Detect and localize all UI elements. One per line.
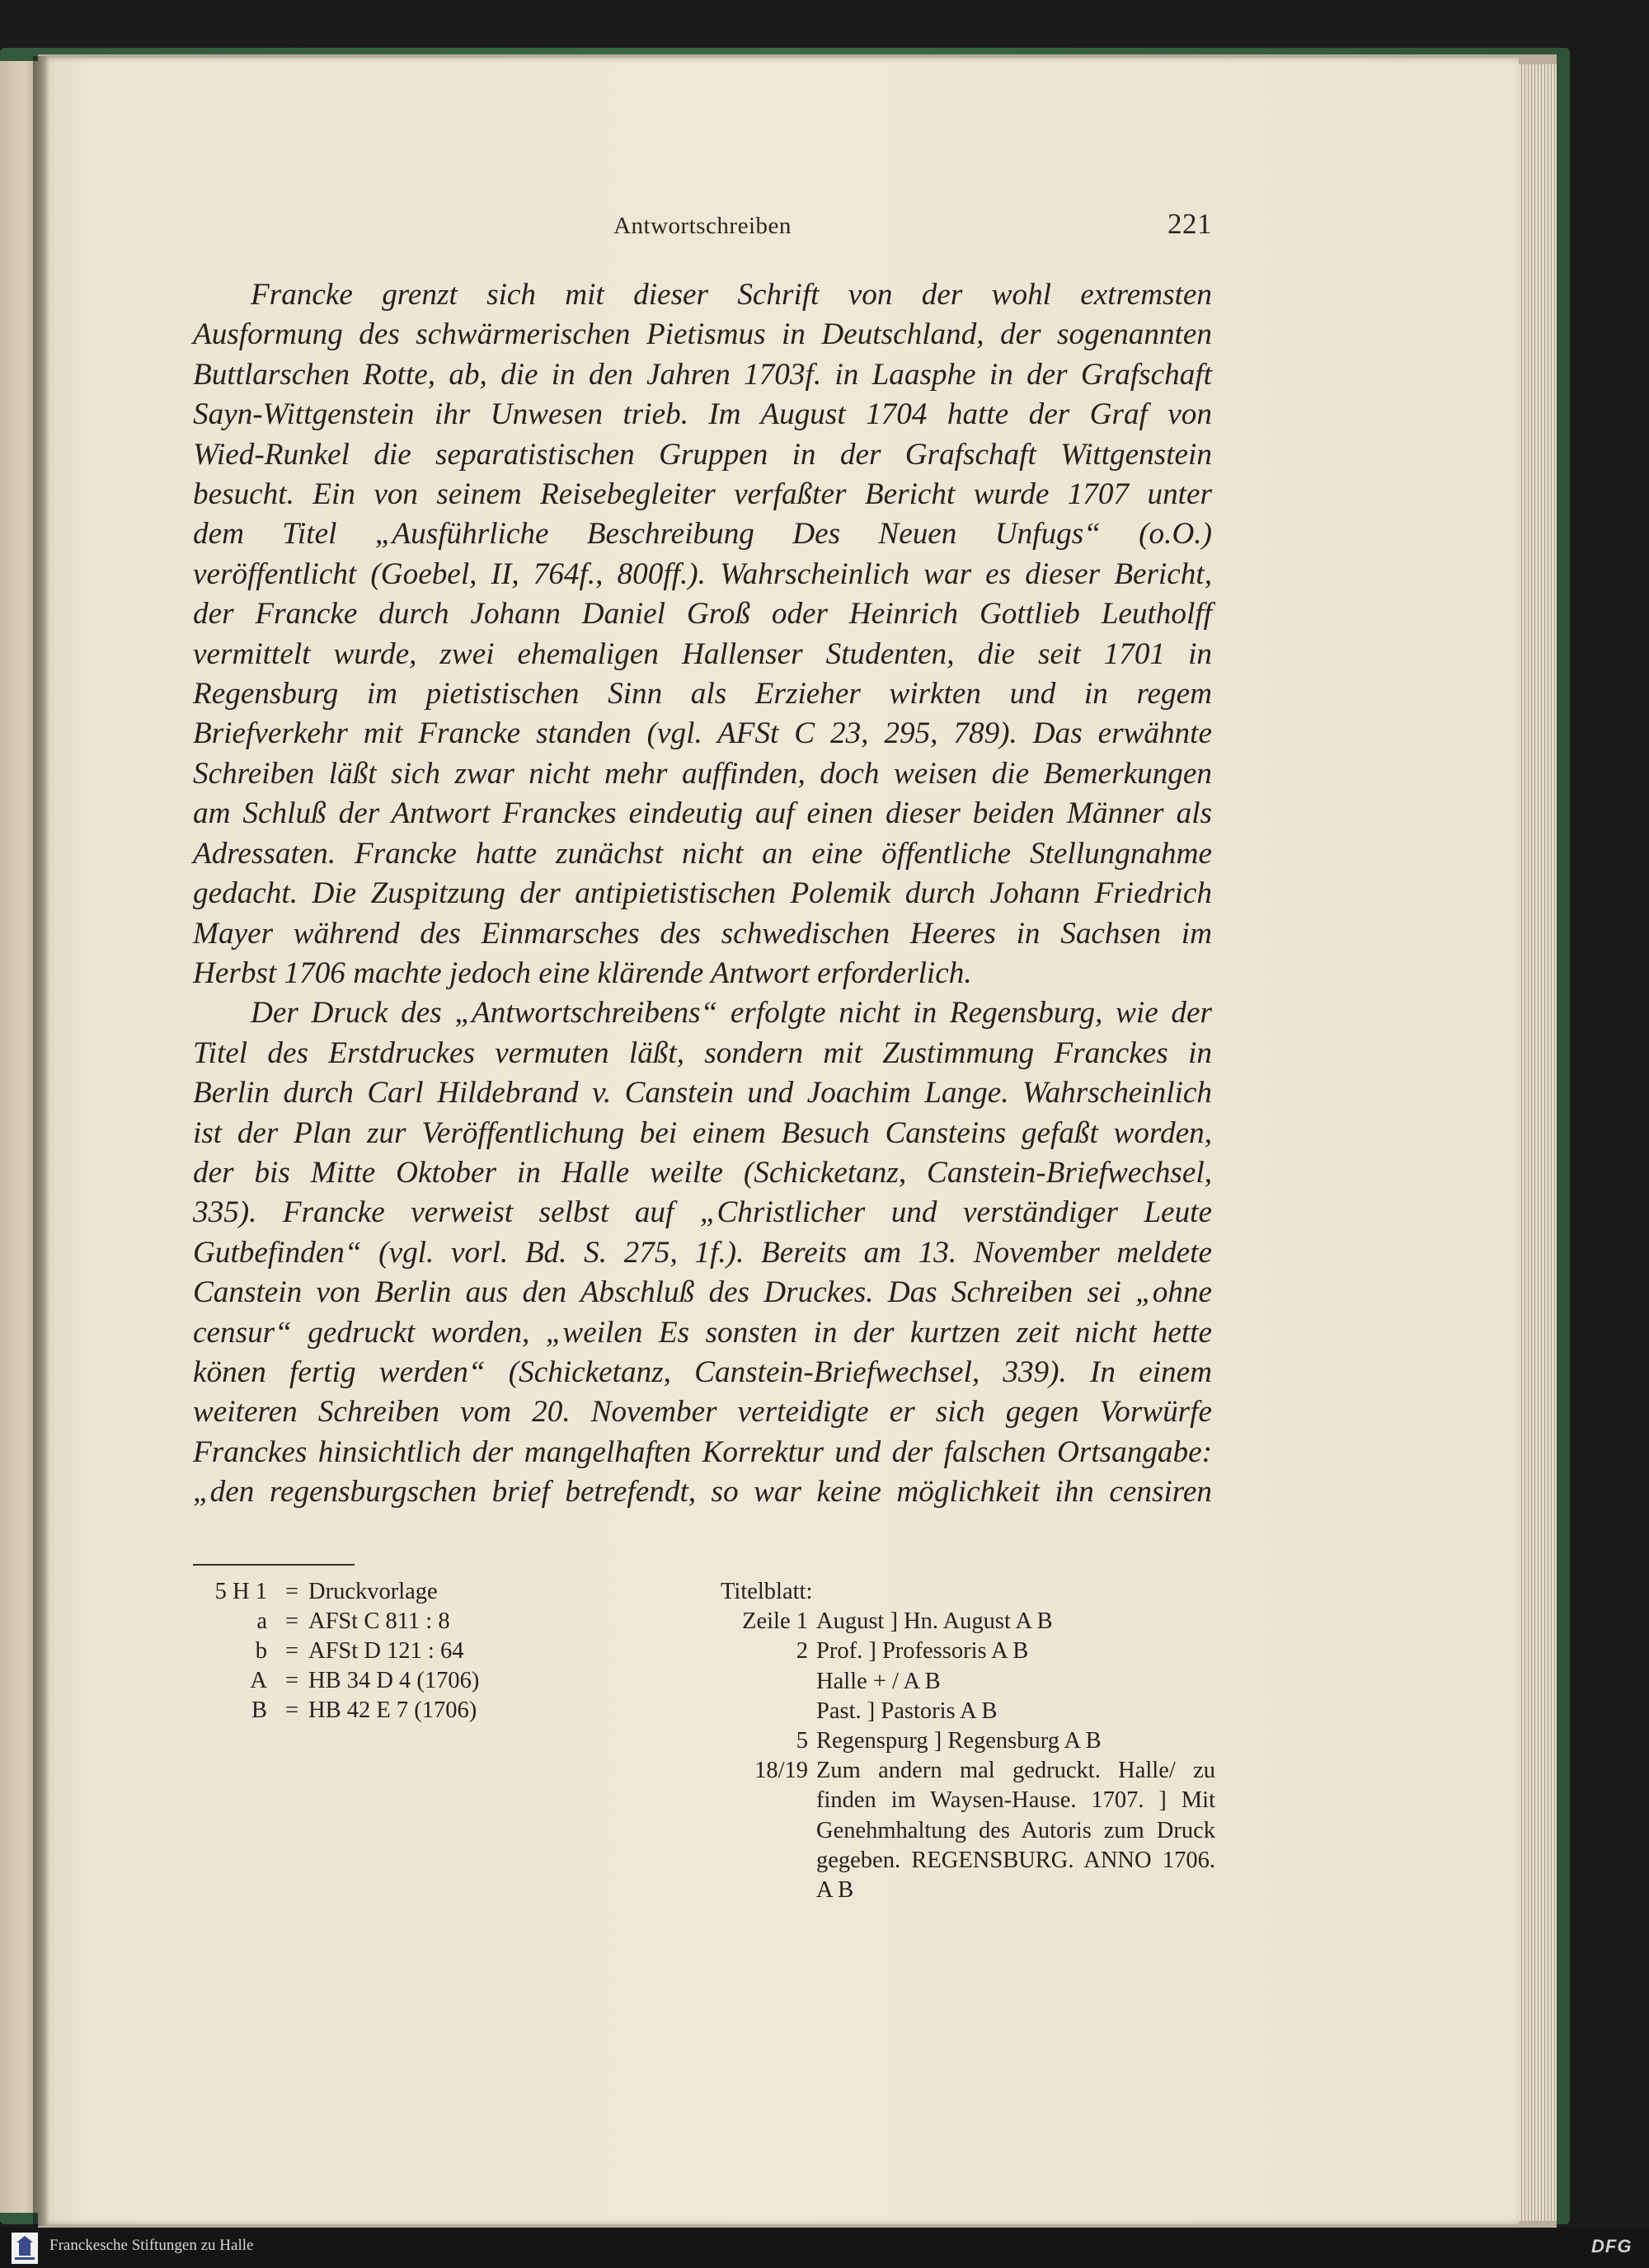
text-line: Francke grenzt sich mit dieser Schrift von der wohl extremsten [251, 278, 1212, 312]
sigla-row [188, 1577, 534, 1607]
line-ref: 18/19 [754, 1758, 808, 1784]
siglum-value: HB 42 E 7 (1706) [308, 1697, 477, 1723]
text-line: Titel des Erstdruckes vermuten läßt, sondern mit Zustimmung Franckes in [193, 1035, 1212, 1070]
siglum-value: HB 34 D 4 (1706) [308, 1668, 480, 1693]
page-number: 221 [1167, 208, 1212, 240]
siglum: b [255, 1638, 267, 1664]
text-line: besucht. Ein von seinem Reisebegleiter verfaßter Bericht wurde 1707 unter [193, 477, 1212, 512]
text-line: der bis Mitte Oktober in Halle weilte (Schicketanz, Canstein-Briefwechsel, [193, 1155, 1212, 1190]
text-line: vermittelt wurde, zwei ehemaligen Hallenser Studenten, die seit 1701 in [193, 636, 1212, 671]
variant-text: Halle + / A B [816, 1668, 941, 1694]
variant-text: Zum andern mal gedruckt. Halle/ zu finden im Waysen-Hause. 1707. ] Mit Genehmhaltung des Autoris zum Druck gegeben. REGENSBURG. ANNO 1706. A B [816, 1758, 1215, 1904]
sigla-row [188, 1666, 534, 1696]
text-line: Canstein von Berlin aus den Abschluß des Druckes. Das Schreiben sei „ohne [193, 1275, 1212, 1310]
text-line: ist der Plan zur Veröffentlichung bei einem Besuch Cansteins gefaßt worden, [193, 1115, 1212, 1150]
siglum-value: AFSt D 121 : 64 [308, 1638, 464, 1664]
line-ref: Zeile 1 [742, 1608, 808, 1635]
text-line: „den regensburgschen brief betrefendt, so war keine möglichkeit ihn censiren [193, 1475, 1212, 1510]
titleblatt-row [721, 1697, 1215, 1726]
text-line: Gutbefinden“ (vgl. vorl. Bd. S. 275, 1f.). Bereits am 13. November meldete [193, 1235, 1212, 1270]
equals-sign: = [284, 1608, 299, 1634]
paragraph-1 [193, 275, 1212, 993]
text-line: veröffentlicht (Goebel, II, 764f., 800ff.). Wahrscheinlich war es dieser Bericht, [193, 556, 1212, 591]
titleblatt-row [721, 1636, 1215, 1666]
text-line: Berlin durch Carl Hildebrand v. Canstein und Joachim Lange. Wahrscheinlich [193, 1076, 1212, 1111]
text-line: censur“ gedruckt worden, „weilen Es sonsten in der kurtzen zeit nicht hette [193, 1315, 1212, 1350]
text-line: gedacht. Die Zuspitzung der antipietistischen Polemik durch Johann Friedrich [193, 876, 1212, 911]
text-line: Wied-Runkel die separatistischen Gruppen in der Grafschaft Wittgenstein [193, 437, 1212, 472]
text-line: Schreiben läßt sich zwar nicht mehr auffinden, doch weisen die Bemerkungen [193, 756, 1212, 791]
text-line: Regensburg im pietistischen Sinn als Erzieher wirkten und in regem [193, 677, 1212, 711]
text-line: 335). Francke verweist selbst auf „Christlicher und verständiger Leute [193, 1195, 1212, 1230]
sigla-row [188, 1636, 534, 1666]
text-line: könen fertig werden“ (Schicketanz, Canstein-Briefwechsel, 339). In einem [193, 1355, 1212, 1389]
variant-text: Prof. ] Professoris A B [816, 1638, 1029, 1665]
titleblatt-row [721, 1607, 1215, 1636]
line-ref: 2 [796, 1638, 808, 1665]
line-ref [721, 1697, 816, 1726]
institution-logo-icon [12, 2233, 38, 2264]
equals-sign: = [284, 1638, 299, 1664]
text-line: Herbst 1706 machte jedoch eine klärende Antwort erforderlich. [193, 956, 972, 990]
siglum: 5 H 1 [214, 1579, 267, 1604]
text-line: Franckes hinsichtlich der mangelhaften Korrektur und der falschen Ortsangabe: [193, 1435, 1212, 1469]
siglum-value: AFSt C 811 : 8 [308, 1608, 450, 1634]
variant-text: August ] Hn. August A B [816, 1608, 1053, 1635]
titleblatt-row [721, 1667, 1215, 1697]
line-ref: 5 [796, 1728, 808, 1754]
siglum-value: Druckvorlage [308, 1579, 438, 1604]
siglum: A [250, 1668, 267, 1693]
line-ref [721, 1667, 816, 1697]
variant-text: Past. ] Pastoris A B [816, 1697, 998, 1724]
gutter-shadow [33, 56, 49, 2226]
running-title: Antwortschreiben [613, 213, 792, 239]
sigla-row [188, 1696, 534, 1726]
text-line: Der Druck des „Antwortschreibens“ erfolgte nicht in Regensburg, wie der [251, 996, 1212, 1031]
text-line: weiteren Schreiben vom 20. November verteidigte er sich gegen Vorwürfe [193, 1395, 1212, 1430]
text-line: Adressaten. Francke hatte zunächst nicht an eine öffentliche Stellungnahme [193, 836, 1212, 871]
text-line: dem Titel „Ausführliche Beschreibung Des Neuen Unfugs“ (o.O.) [193, 517, 1212, 552]
text-line: der Francke durch Johann Daniel Groß oder Heinrich Gottlieb Leutholff [193, 597, 1212, 632]
text-line: Ausformung des schwärmerischen Pietismus in Deutschland, der sogenannten [193, 317, 1212, 352]
sigla-row [188, 1607, 534, 1636]
page-edges [1515, 64, 1557, 2221]
equals-sign: = [284, 1668, 299, 1693]
text-line: am Schluß der Antwort Franckes eindeutig auf einen dieser beiden Männer als [193, 796, 1212, 831]
siglum: B [251, 1697, 267, 1723]
equals-sign: = [284, 1697, 299, 1723]
running-head [193, 208, 1212, 251]
text-line: Sayn-Wittgenstein ihr Unwesen trieb. Im August 1704 hatte der Graf von [193, 397, 1212, 432]
body-text [193, 275, 1212, 1513]
titleblatt-row [721, 1726, 1215, 1756]
footer-institution[interactable]: Franckesche Stiftungen zu Halle [49, 2237, 254, 2254]
text-line: Briefverkehr mit Francke standen (vgl. AFSt C 23, 295, 789). Das erwähnte [193, 716, 1212, 751]
sigla-table [188, 1577, 534, 1726]
dfg-logo: DFG [1591, 2236, 1633, 2256]
titleblatt-heading: Titelblatt: [721, 1579, 813, 1604]
siglum: a [256, 1608, 267, 1634]
footnote-rule [193, 1564, 355, 1566]
text-line: Mayer während des Einmarsches des schwedischen Heeres in Sachsen im [193, 916, 1212, 951]
titleblatt-table [721, 1607, 1215, 1905]
paragraph-2 [193, 993, 1212, 1512]
titleblatt-row [721, 1756, 1215, 1905]
equals-sign: = [284, 1579, 299, 1604]
text-line: Buttlarschen Rotte, ab, die in den Jahren 1703f. in Laasphe in der Grafschaft [193, 357, 1212, 392]
variant-text: Regenspurg ] Regensburg A B [816, 1728, 1102, 1754]
titleblatt-apparatus [721, 1577, 1215, 1905]
